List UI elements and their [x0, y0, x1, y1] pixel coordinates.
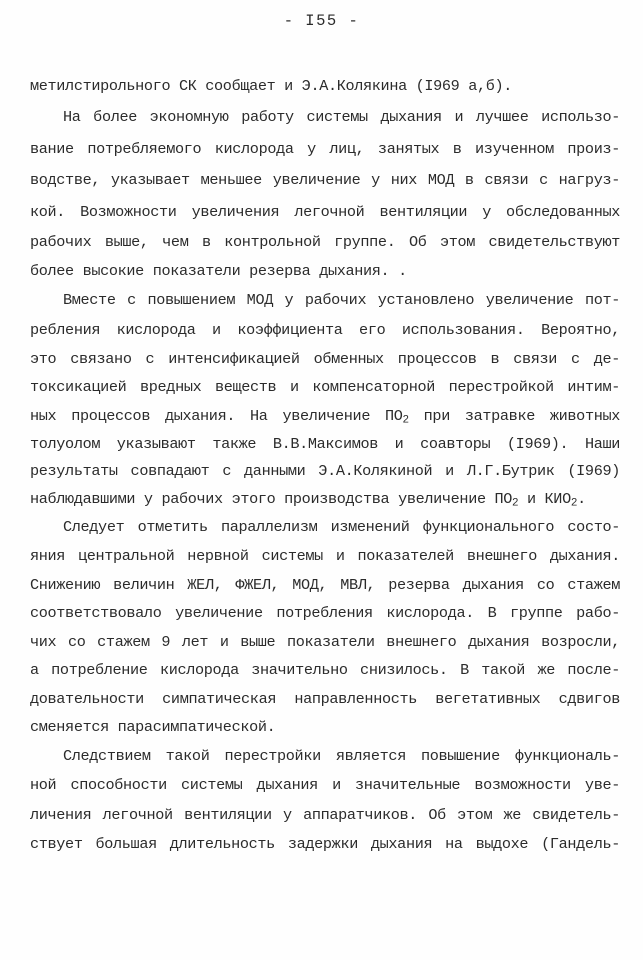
- text-line: вание потребляемого кислорода у лиц, занятых в изученном произ-: [30, 140, 620, 158]
- text-line: Вместе с повышением МОД у рабочих установлено увеличение пот-: [63, 291, 620, 309]
- subscript: 2: [402, 414, 409, 427]
- text-line: Следствием такой перестройки является повышение функциональ-: [63, 747, 620, 765]
- text-line: водстве, указывает меньшее увеличение у них МОД в связи с нагруз-: [30, 171, 620, 189]
- text-segment: .: [577, 490, 586, 508]
- text-line: это связано с интенсификацией обменных процессов в связи с де-: [30, 350, 620, 368]
- text-line: чих со стажем 9 лет и выше показатели внешнего дыхания возросли,: [30, 633, 620, 651]
- text-line: кой. Возможности увеличения легочной вентиляции у обследованных: [30, 203, 620, 221]
- text-line: ребления кислорода и коэффициента его использования. Вероятно,: [30, 321, 620, 339]
- text-line: ной способности системы дыхания и значительные возможности уве-: [30, 776, 620, 794]
- subscript: 2: [570, 497, 578, 510]
- text-line: рабочих выше, чем в контрольной группе. Об этом свидетельствуют: [30, 233, 620, 251]
- text-line: соответствовало увеличение потребления кислорода. В группе рабо-: [30, 604, 620, 622]
- text-line: сменяется парасимпатической.: [30, 718, 276, 736]
- text-line: более высокие показатели резерва дыхания. .: [30, 262, 407, 280]
- text-line: ствует большая длительность задержки дыхания на выдохе (Гандель-: [30, 835, 620, 853]
- text-line: Снижению величин ЖЕЛ, ФЖЕЛ, МОД, МВЛ, резерва дыхания со стажем: [30, 576, 620, 594]
- page-number: - I55 -: [283, 12, 360, 30]
- text-line: личения легочной вентиляции у аппаратчиков. Об этом же свидетель-: [30, 806, 620, 824]
- text-segment: наблюдавшими у рабочих этого производства увеличение ПО: [30, 490, 513, 508]
- text-line: яния центральной нервной системы и показателей внешнего дыхания.: [30, 547, 620, 565]
- text-line: а потребление кислорода значительно снизилось. В такой же после-: [30, 661, 620, 679]
- text-segment: ных процессов дыхания. На увеличение ПО: [30, 407, 403, 425]
- text-line: На более экономную работу системы дыхания и лучшее использо-: [63, 108, 620, 126]
- text-segment: и КИО: [518, 490, 571, 508]
- text-line: [30, 407, 620, 425]
- text-segment: при затравке животных: [408, 407, 620, 425]
- text-line: [30, 490, 620, 508]
- text-line: результаты совпадают с данными Э.А.Колякиной и Л.Г.Бутрик (I969): [30, 462, 620, 480]
- subscript: 2: [512, 497, 519, 510]
- text-line: довательности симпатическая направленность вегетативных сдвигов: [30, 690, 620, 708]
- text-line: метилстирольного СК сообщает и Э.А.Колякина (I969 а,б).: [30, 77, 513, 95]
- text-line: Следует отметить параллелизм изменений функционального состо-: [63, 518, 620, 536]
- text-line: толуолом указывают также В.В.Максимов и соавторы (I969). Наши: [30, 435, 620, 453]
- text-line: токсикацией вредных веществ и компенсаторной перестройкой интим-: [30, 378, 620, 396]
